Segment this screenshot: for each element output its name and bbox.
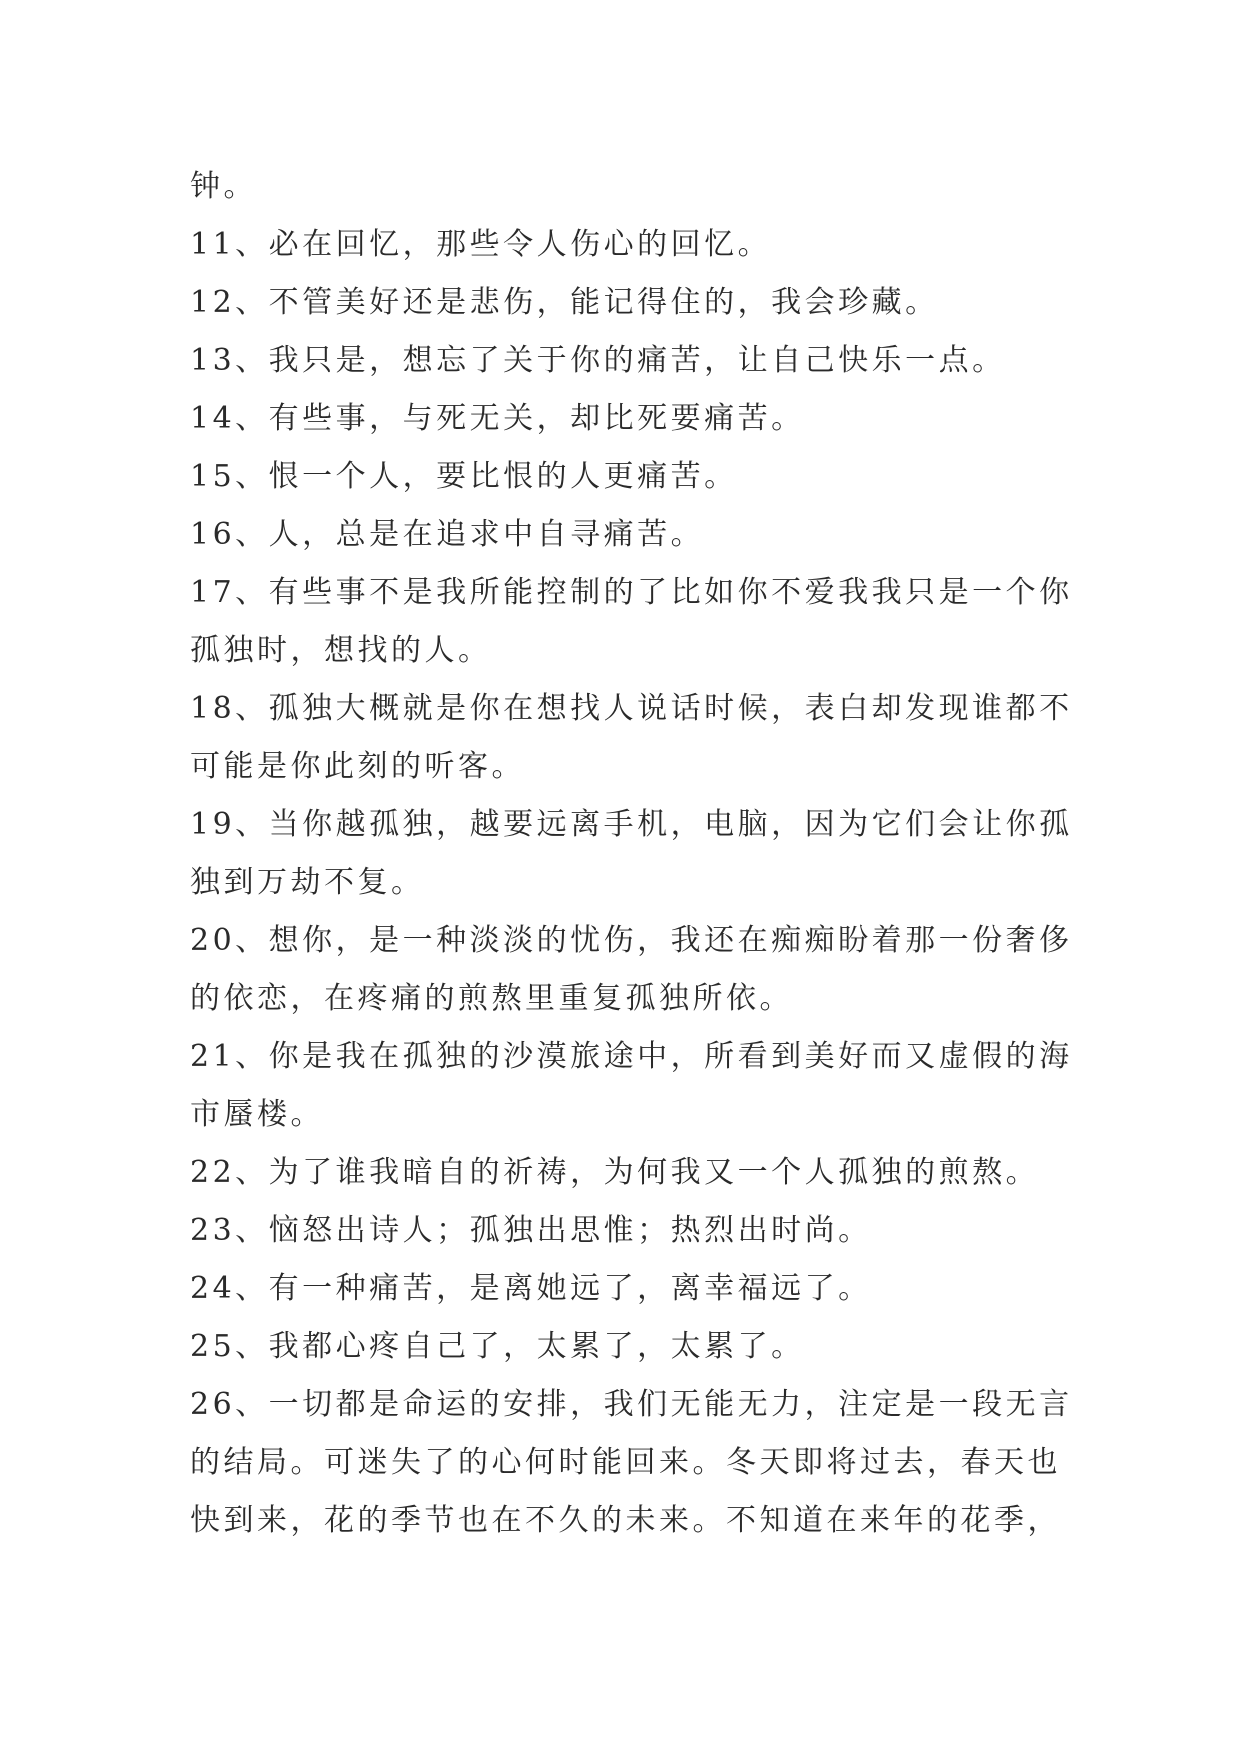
text-line: 16、人，总是在追求中自寻痛苦。 (190, 517, 705, 552)
text-line: 24、有一种痛苦，是离她远了，离幸福远了。 (190, 1271, 872, 1306)
text-line: 可能是你此刻的听客。 (190, 749, 525, 784)
document-body (190, 158, 1073, 1550)
text-line: 18、孤独大概就是你在想找人说话时候，表白却发现谁都不 (190, 691, 1073, 726)
text-line: 孤独时，想找的人。 (190, 633, 492, 668)
text-line: 钟。 (190, 169, 257, 204)
text-line: 25、我都心疼自己了，太累了，太累了。 (190, 1329, 805, 1364)
text-line: 15、恨一个人，要比恨的人更痛苦。 (190, 459, 738, 494)
text-line: 19、当你越孤独，越要远离手机，电脑，因为它们会让你孤 (190, 807, 1073, 842)
text-line: 17、有些事不是我所能控制的了比如你不爱我我只是一个你 (190, 575, 1073, 610)
text-line: 13、我只是，想忘了关于你的痛苦，让自己快乐一点。 (190, 343, 1006, 378)
text-line: 的结局。可迷失了的心何时能回来。冬天即将过去，春天也 (190, 1445, 1061, 1480)
text-line: 12、不管美好还是悲伤，能记得住的，我会珍藏。 (190, 285, 939, 320)
text-line: 市蜃楼。 (190, 1097, 324, 1132)
text-line: 独到万劫不复。 (190, 865, 425, 900)
text-line: 26、一切都是命运的安排，我们无能无力，注定是一段无言 (190, 1387, 1073, 1422)
text-line: 23、恼怒出诗人；孤独出思惟；热烈出时尚。 (190, 1213, 872, 1248)
text-line: 22、为了谁我暗自的祈祷，为何我又一个人孤独的煎熬。 (190, 1155, 1040, 1190)
text-line: 快到来，花的季节也在不久的未来。不知道在来年的花季， (190, 1503, 1061, 1538)
text-line: 的依恋，在疼痛的煎熬里重复孤独所依。 (190, 981, 793, 1016)
text-line: 11、必在回忆，那些令人伤心的回忆。 (190, 227, 772, 262)
text-line: 21、你是我在孤独的沙漠旅途中，所看到美好而又虚假的海 (190, 1039, 1073, 1074)
text-line: 14、有些事，与死无关，却比死要痛苦。 (190, 401, 805, 436)
text-line: 20、想你，是一种淡淡的忧伤，我还在痴痴盼着那一份奢侈 (190, 923, 1073, 958)
